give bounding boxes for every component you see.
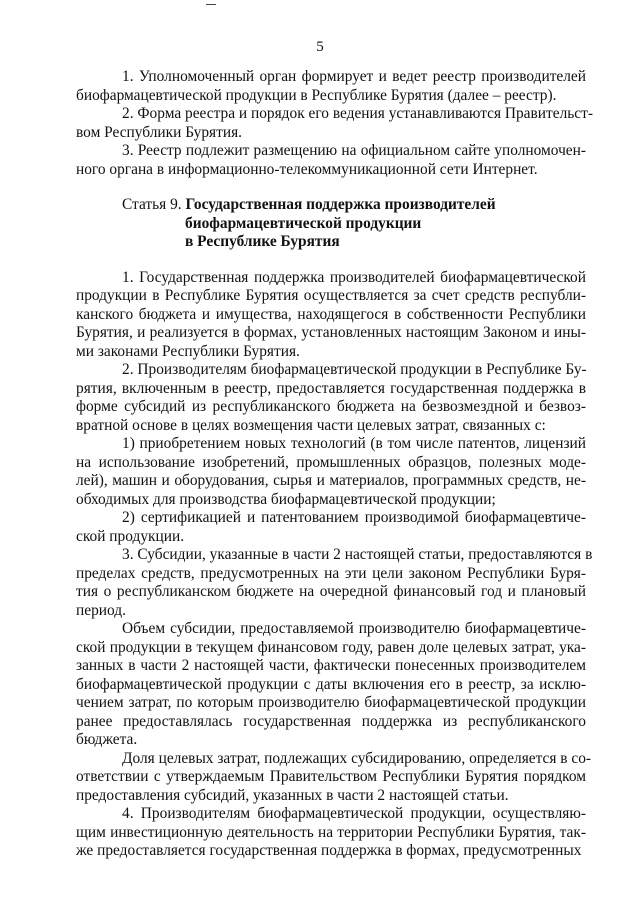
article-heading-line-3 xyxy=(122,233,586,252)
paragraph xyxy=(76,361,586,435)
paragraph xyxy=(76,805,586,861)
article-title-line: биофармацевтической продукции xyxy=(185,214,422,232)
paragraph-line: бюджета. xyxy=(76,731,138,748)
paragraph xyxy=(76,620,586,750)
paragraph-line: рятия, включенным в реестр, предоставляется государственная поддержка в xyxy=(76,379,586,397)
paragraph-line: вом Республики Бурятия. xyxy=(76,123,243,141)
paragraph xyxy=(76,435,586,509)
paragraph-line: канского бюджета и имущества, находящегося в собственности Республики xyxy=(76,305,586,323)
paragraph-line: Бурятия, и реализуется в формах, установленных настоящим Законом и ины- xyxy=(76,324,586,341)
paragraph xyxy=(76,749,592,806)
paragraph xyxy=(76,269,586,362)
paragraph-line: период. xyxy=(76,601,126,619)
paragraph-line: пределах средств, предусмотренных на эти цели законом Республики Буря- xyxy=(76,564,586,582)
paragraph-line: биофармацевтической продукции в Республике Бурятия (далее – реестр). xyxy=(76,86,557,104)
paragraph xyxy=(76,509,586,546)
paragraph-line: обходимых для производства биофармацевтической продукции; xyxy=(76,490,496,508)
article-body xyxy=(76,268,593,861)
paragraph-line: ответствии с утверждаемым Правительством Республики Бурятия порядком xyxy=(76,768,586,785)
paragraph-line: 2. Производителям биофармацевтической продукции в Республике Бу- xyxy=(122,361,587,378)
scan-mark xyxy=(206,4,216,5)
paragraph-line: 1) приобретением новых технологий (в том числе патентов, лицензий xyxy=(122,435,586,452)
paragraph-line: ранее предоставлялась государственная поддержка из республиканского xyxy=(76,712,586,730)
paragraph xyxy=(76,546,593,620)
document-body xyxy=(76,68,593,861)
paragraph-line: на использование изобретений, промышленных образцов, полезных моде- xyxy=(76,453,586,471)
paragraph-line: 2) сертификацией и патентованием производимой биофармацевтиче- xyxy=(122,509,586,526)
intro-section xyxy=(76,68,593,179)
paragraph xyxy=(76,142,586,179)
paragraph xyxy=(76,105,593,142)
paragraph-line: 3. Субсидии, указанные в части 2 настоящей статьи, предоставляются в xyxy=(122,546,593,563)
paragraph-line: ской продукции. xyxy=(76,527,185,545)
article-heading-line-2 xyxy=(122,215,586,234)
paragraph-line: 1. Государственная поддержка производителей биофармацевтической xyxy=(122,268,586,286)
paragraph-line: Доля целевых затрат, подлежащих субсидированию, определяется в со- xyxy=(122,749,592,767)
paragraph-line: предоставления субсидий, указанных в части 2 настоящей статьи. xyxy=(76,786,509,804)
paragraph-line: 4. Производителям биофармацевтической продукции, осуществляю- xyxy=(122,805,586,822)
paragraph-line: 1. Уполномоченный орган формирует и ведет реестр производителей xyxy=(122,68,586,85)
paragraph-line: лей), машин и оборудования, сырья и материалов, программных средств, не- xyxy=(76,472,586,489)
paragraph-line: форме субсидий из республиканского бюджета на безвозмездной и безвоз- xyxy=(76,398,586,415)
article-number: Статья 9. xyxy=(122,196,182,213)
paragraph-line: же предоставляется государственная поддержка в формах, предусмотренных xyxy=(76,842,582,859)
paragraph-line: биофармацевтической продукции с даты включения его в реестр, за исклю- xyxy=(76,675,586,693)
paragraph-line: Объем субсидии, предоставляемой производителю биофармацевтиче- xyxy=(122,620,586,637)
paragraph-line: щим инвестиционную деятельность на территории Республики Бурятия, так- xyxy=(76,823,586,841)
article-heading xyxy=(76,196,586,252)
page-number: 5 xyxy=(316,39,324,55)
paragraph-line: ного органа в информационно-телекоммуникационной сети Интернет. xyxy=(76,160,538,178)
article-title-line: в Республике Бурятия xyxy=(185,233,340,250)
paragraph-line: чением затрат, по которым производителю биофармацевтической продукции xyxy=(76,694,586,711)
article-heading-line-1 xyxy=(122,196,586,215)
paragraph xyxy=(76,68,586,105)
paragraph-line: ской продукции в текущем финансовом году, равен доле целевых затрат, ука- xyxy=(76,638,586,656)
paragraph-line: ми законами Республики Бурятия. xyxy=(76,342,300,360)
paragraph-line: продукции в Республике Бурятия осуществляется за счет средств республи- xyxy=(76,287,586,304)
article-title-line: Государственная поддержка производителей xyxy=(185,196,496,213)
paragraph-line: занных в части 2 настоящей части, фактически понесенных производителем xyxy=(76,657,586,674)
paragraph-line: тия о республиканском бюджете на очередной финансовый год и плановый xyxy=(76,583,586,600)
paragraph-line: 3. Реестр подлежит размещению на официальном сайте уполномочен- xyxy=(122,142,586,159)
paragraph-line: 2. Форма реестра и порядок его ведения устанавливаются Правительст- xyxy=(122,105,593,122)
paragraph-line: вратной основе в целях возмещения части целевых затрат, связанных с: xyxy=(76,416,546,434)
